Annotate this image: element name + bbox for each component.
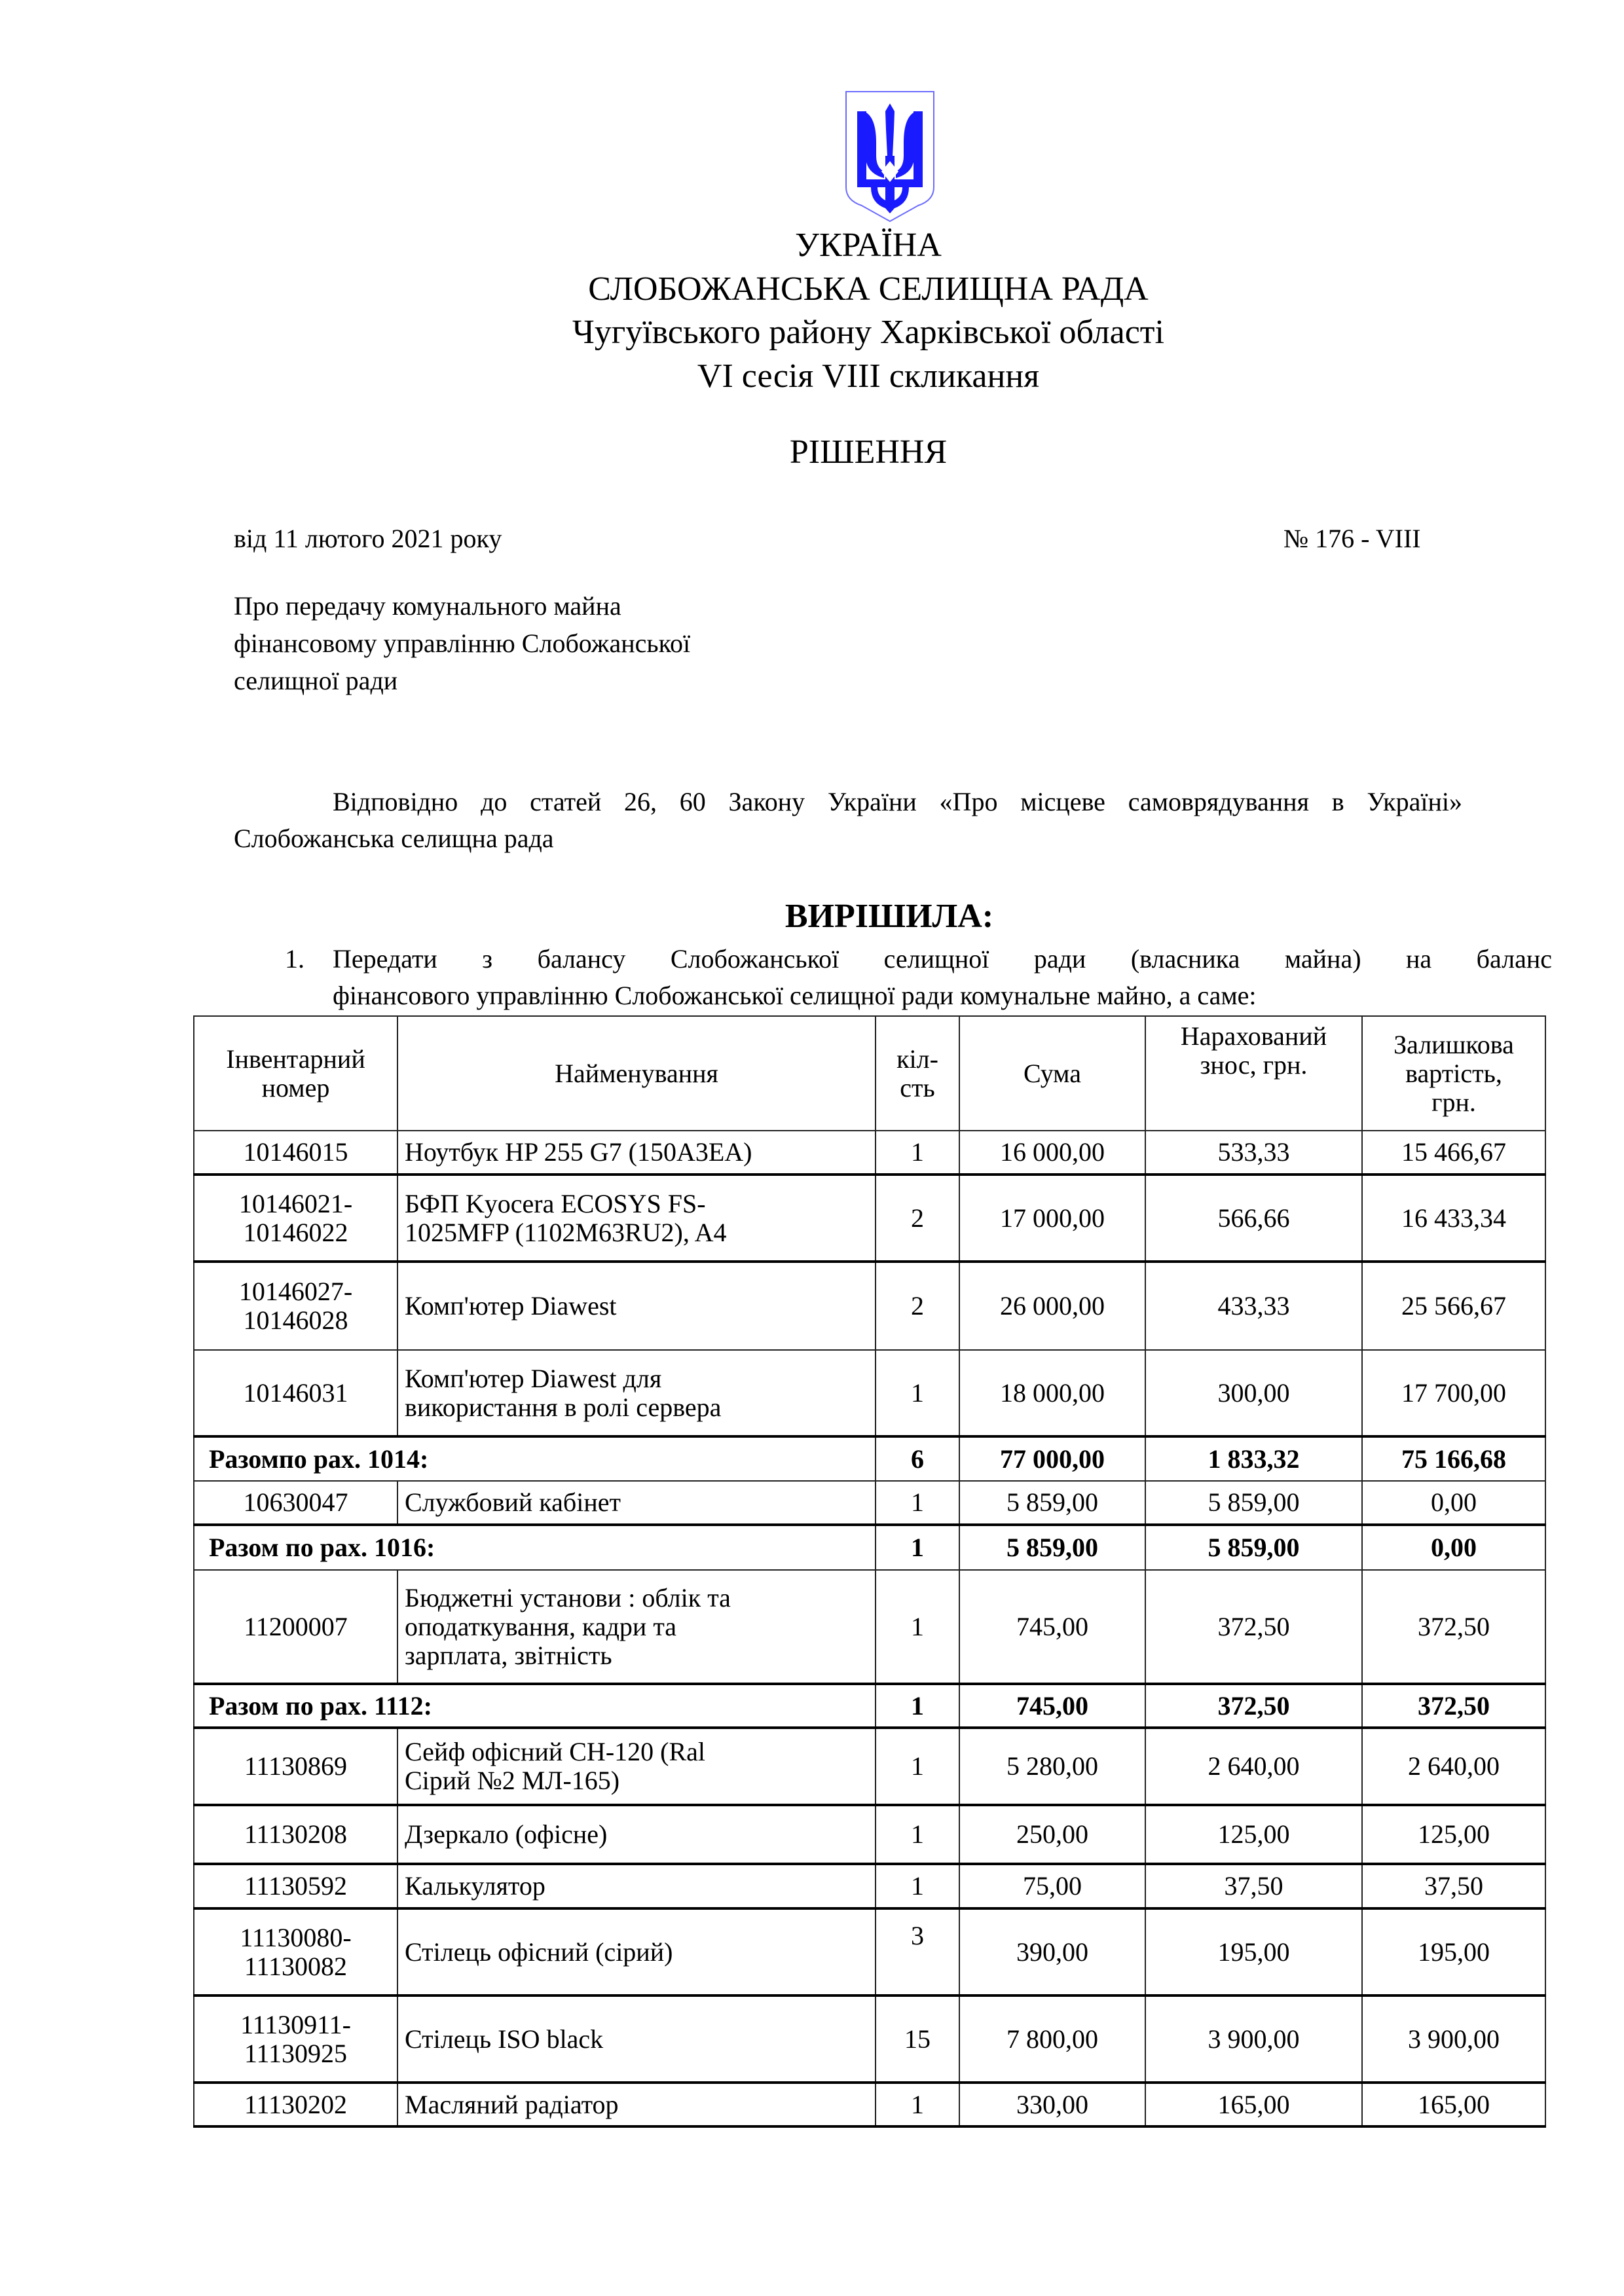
inventory-number: 11130202 [194,2083,397,2126]
sum: 7 800,00 [959,1995,1145,2083]
quantity: 1 [876,1864,959,1908]
sum: 745,00 [959,1570,1145,1684]
header-name: Найменування [397,1016,876,1131]
inventory-number: 10146031 [194,1350,397,1436]
residual-value: 25 566,67 [1362,1262,1545,1350]
item-name: Бюджетні установи : облік та оподаткування, кадри та зарплата, звітність [397,1570,876,1684]
quantity: 2 [876,1175,959,1262]
sum: 26 000,00 [959,1262,1145,1350]
depreciation: 125,00 [1145,1805,1362,1864]
item-name: Стілець ISO black [397,1995,876,2083]
depreciation: 433,33 [1145,1262,1362,1350]
table-row [194,1908,1545,1995]
residual-value: 16 433,34 [1362,1175,1545,1262]
item-1-line-1: Передати з балансу Слобожанської селищної ради (власника майна) на баланс [333,944,1552,974]
decision-number: № 176 - VIII [1283,524,1421,553]
quantity: 1 [876,1131,959,1175]
residual-value: 3 900,00 [1362,1995,1545,2083]
subtotal-label: Разом по рах. 1112: [194,1684,876,1728]
ukraine-coat-of-arms-icon [845,90,935,223]
depreciation: 3 900,00 [1145,1995,1362,2083]
item-name: Стілець офісний (сірий) [397,1908,876,1995]
residual-value: 165,00 [1362,2083,1545,2126]
residual-value: 37,50 [1362,1864,1545,1908]
depreciation: 372,50 [1145,1570,1362,1684]
sum: 330,00 [959,2083,1145,2126]
depreciation: 165,00 [1145,2083,1362,2126]
header-quantity: кіл- сть [876,1016,959,1131]
sum: 745,00 [959,1684,1145,1728]
header-depreciation: Нарахований знос, грн. [1145,1016,1362,1131]
subtotal-label: Разом по рах. 1016: [194,1525,876,1570]
inventory-number: 11130869 [194,1728,397,1805]
depreciation: 2 640,00 [1145,1728,1362,1805]
residual-value: 2 640,00 [1362,1728,1545,1805]
sum: 250,00 [959,1805,1145,1864]
resolution-heading: ВИРІШИЛА: [784,898,994,935]
quantity: 1 [876,1525,959,1570]
item-name: Сейф офісний CH-120 (Ral Сірий №2 МЛ-165) [397,1728,876,1805]
quantity: 1 [876,1481,959,1525]
residual-value: 15 466,67 [1362,1131,1545,1175]
item-name: Дзеркало (офісне) [397,1805,876,1864]
quantity: 1 [876,2083,959,2126]
quantity: 1 [876,1728,959,1805]
quantity: 6 [876,1436,959,1481]
decision-date: від 11 лютого 2021 року [234,524,502,553]
table-row [194,1570,1545,1684]
header-sum: Сума [959,1016,1145,1131]
residual-value: 17 700,00 [1362,1350,1545,1436]
table-row [194,1481,1545,1525]
table-row [194,1995,1545,2083]
subtotal-row-1014 [194,1436,1545,1481]
residual-value: 195,00 [1362,1908,1545,1995]
item-name: Калькулятор [397,1864,876,1908]
sum: 16 000,00 [959,1131,1145,1175]
subject-line-3: селищної ради [234,666,398,695]
item-name: Комп'ютер Diawest для використання в ролі сервера [397,1350,876,1436]
header-residual-value: Залишкова вартість, грн. [1362,1016,1545,1131]
table-row [194,1350,1545,1436]
item-name: Комп'ютер Diawest [397,1262,876,1350]
depreciation: 5 859,00 [1145,1481,1362,1525]
sum: 5 859,00 [959,1481,1145,1525]
sum: 5 280,00 [959,1728,1145,1805]
preamble-line-2: Слобожанська селищна рада [234,824,554,853]
inventory-number: 11200007 [194,1570,397,1684]
depreciation: 533,33 [1145,1131,1362,1175]
inventory-number: 10146027- 10146028 [194,1262,397,1350]
quantity: 1 [876,1805,959,1864]
document-type-title: РІШЕННЯ [789,433,948,471]
quantity: 2 [876,1262,959,1350]
residual-value: 125,00 [1362,1805,1545,1864]
depreciation: 5 859,00 [1145,1525,1362,1570]
item-name: БФП Kyocera ECOSYS FS- 1025MFP (1102M63RU2), A4 [397,1175,876,1262]
table-row [194,1131,1545,1175]
sum: 5 859,00 [959,1525,1145,1570]
item-number: 1. [285,944,304,974]
table-row [194,1175,1545,1262]
quantity: 1 [876,1684,959,1728]
depreciation: 300,00 [1145,1350,1362,1436]
inventory-number: 11130080- 11130082 [194,1908,397,1995]
subject-line-1: Про передачу комунального майна [234,591,621,621]
assets-table [193,1015,1546,2128]
sum: 75,00 [959,1864,1145,1908]
inventory-number: 10146021- 10146022 [194,1175,397,1262]
table-row [194,1262,1545,1350]
inventory-number: 11130208 [194,1805,397,1864]
depreciation: 566,66 [1145,1175,1362,1262]
table-row [194,2083,1545,2126]
residual-value: 75 166,68 [1362,1436,1545,1481]
sum: 18 000,00 [959,1350,1145,1436]
sum: 17 000,00 [959,1175,1145,1262]
header-inventory-number: Інвентарний номер [194,1016,397,1131]
district-title: Чугуївського району Харківської області [572,314,1164,351]
session-title: VI сесія VIII скликання [697,357,1040,395]
preamble-line-1: Відповідно до статей 26, 60 Закону України «Про місцеве самоврядування в Україні» [333,787,1462,816]
table-row [194,1728,1545,1805]
item-1-line-2: фінансового управлінню Слобожанської селищної ради комунальне майно, а саме: [333,981,1257,1010]
depreciation: 37,50 [1145,1864,1362,1908]
residual-value: 0,00 [1362,1481,1545,1525]
table-header-row [194,1016,1545,1131]
table-row [194,1805,1545,1864]
sum: 390,00 [959,1908,1145,1995]
residual-value: 0,00 [1362,1525,1545,1570]
country-title: УКРАЇНА [795,227,942,264]
council-title: СЛОБОЖАНСЬКА СЕЛИЩНА РАДА [588,270,1149,308]
inventory-number: 10630047 [194,1481,397,1525]
item-name: Масляний радіатор [397,2083,876,2126]
residual-value: 372,50 [1362,1570,1545,1684]
depreciation: 372,50 [1145,1684,1362,1728]
inventory-number: 11130592 [194,1864,397,1908]
subtotal-row-1016 [194,1525,1545,1570]
quantity: 1 [876,1570,959,1684]
quantity: 3 [876,1908,959,1995]
sum: 77 000,00 [959,1436,1145,1481]
residual-value: 372,50 [1362,1684,1545,1728]
item-name: Службовий кабінет [397,1481,876,1525]
subject-line-2: фінансовому управлінню Слобожанської [234,629,691,658]
quantity: 15 [876,1995,959,2083]
depreciation: 195,00 [1145,1908,1362,1995]
inventory-number: 10146015 [194,1131,397,1175]
depreciation: 1 833,32 [1145,1436,1362,1481]
item-name: Ноутбук HP 255 G7 (150A3EA) [397,1131,876,1175]
subtotal-label: Разомпо рах. 1014: [194,1436,876,1481]
table-row [194,1864,1545,1908]
quantity: 1 [876,1350,959,1436]
subtotal-row-1112 [194,1684,1545,1728]
inventory-number: 11130911- 11130925 [194,1995,397,2083]
